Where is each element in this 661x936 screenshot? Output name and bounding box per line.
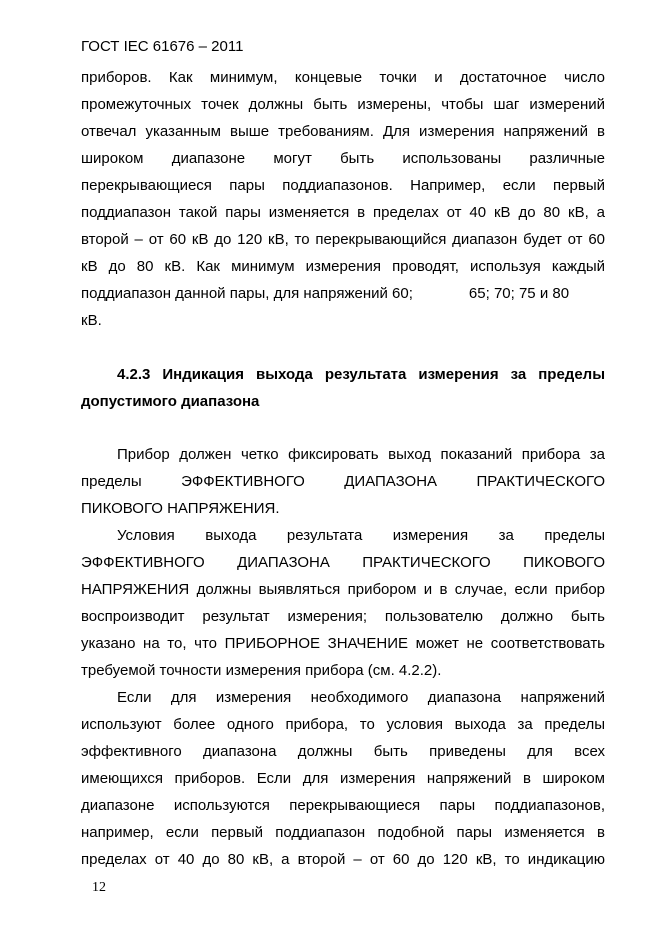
section-heading-cont: допустимого диапазона	[81, 393, 260, 410]
text-line: воспроизводит результат измерения; пользователю должно быть	[81, 608, 605, 625]
text-line: второй – от 60 кВ до 120 кВ, то перекрывающийся диапазон будет от 60	[81, 231, 605, 248]
text-line	[81, 285, 605, 307]
text-line: ЭФФЕКТИВНОГО ДИАПАЗОНА ПРАКТИЧЕСКОГО ПИКОВОГО	[81, 554, 605, 571]
text-line: кВ до 80 кВ. Как минимум измерения проводят, используя каждый	[81, 258, 605, 275]
section-heading: 4.2.3 Индикация выхода результата измерения за пределы	[117, 366, 605, 383]
text-fragment: 65; 70; 75 и 80	[468, 285, 570, 302]
text-fragment: поддиапазон данной пары, для напряжений 60;	[81, 285, 413, 302]
text-line: НАПРЯЖЕНИЯ должны выявляться прибором и в случае, если прибор	[81, 581, 605, 598]
text-line: Если для измерения необходимого диапазона напряжений	[117, 689, 605, 706]
text-line: имеющихся приборов. Если для измерения напряжений в широком	[81, 770, 605, 787]
text-line: приборов. Как минимум, концевые точки и достаточное число	[81, 69, 605, 86]
text-line: кВ.	[81, 312, 102, 329]
text-line: эффективного диапазона должны быть приведены для всех	[81, 743, 605, 760]
text-line: например, если первый поддиапазон подобной пары изменяется в	[81, 824, 605, 841]
text-line: ПИКОВОГО НАПРЯЖЕНИЯ.	[81, 500, 280, 517]
text-line: Условия выхода результата измерения за пределы	[117, 527, 605, 544]
text-line: требуемой точности измерения прибора (см. 4.2.2).	[81, 662, 442, 679]
page-number: 12	[92, 880, 106, 895]
document-header: ГОСТ IEC 61676 – 2011	[81, 38, 244, 55]
text-line: указано на то, что ПРИБОРНОЕ ЗНАЧЕНИЕ может не соответствовать	[81, 635, 605, 652]
text-line: поддиапазон такой пары изменяется в пределах от 40 кВ до 80 кВ, а	[81, 204, 605, 221]
text-line: Прибор должен четко фиксировать выход показаний прибора за	[117, 446, 605, 463]
text-line: пределы ЭФФЕКТИВНОГО ДИАПАЗОНА ПРАКТИЧЕСКОГО	[81, 473, 605, 490]
text-line: используют более одного прибора, то условия выхода за пределы	[81, 716, 605, 733]
text-line: отвечал указанным выше требованиям. Для измерения напряжений в	[81, 123, 605, 140]
text-line: перекрывающиеся пары поддиапазонов. Например, если первый	[81, 177, 605, 194]
text-line: диапазоне используются перекрывающиеся пары поддиапазонов,	[81, 797, 605, 814]
text-line: промежуточных точек должны быть измерены, чтобы шаг измерений	[81, 96, 605, 113]
text-line: широком диапазоне могут быть использованы различные	[81, 150, 605, 167]
text-line: пределах от 40 до 80 кВ, а второй – от 60 до 120 кВ, то индикацию	[81, 851, 605, 868]
